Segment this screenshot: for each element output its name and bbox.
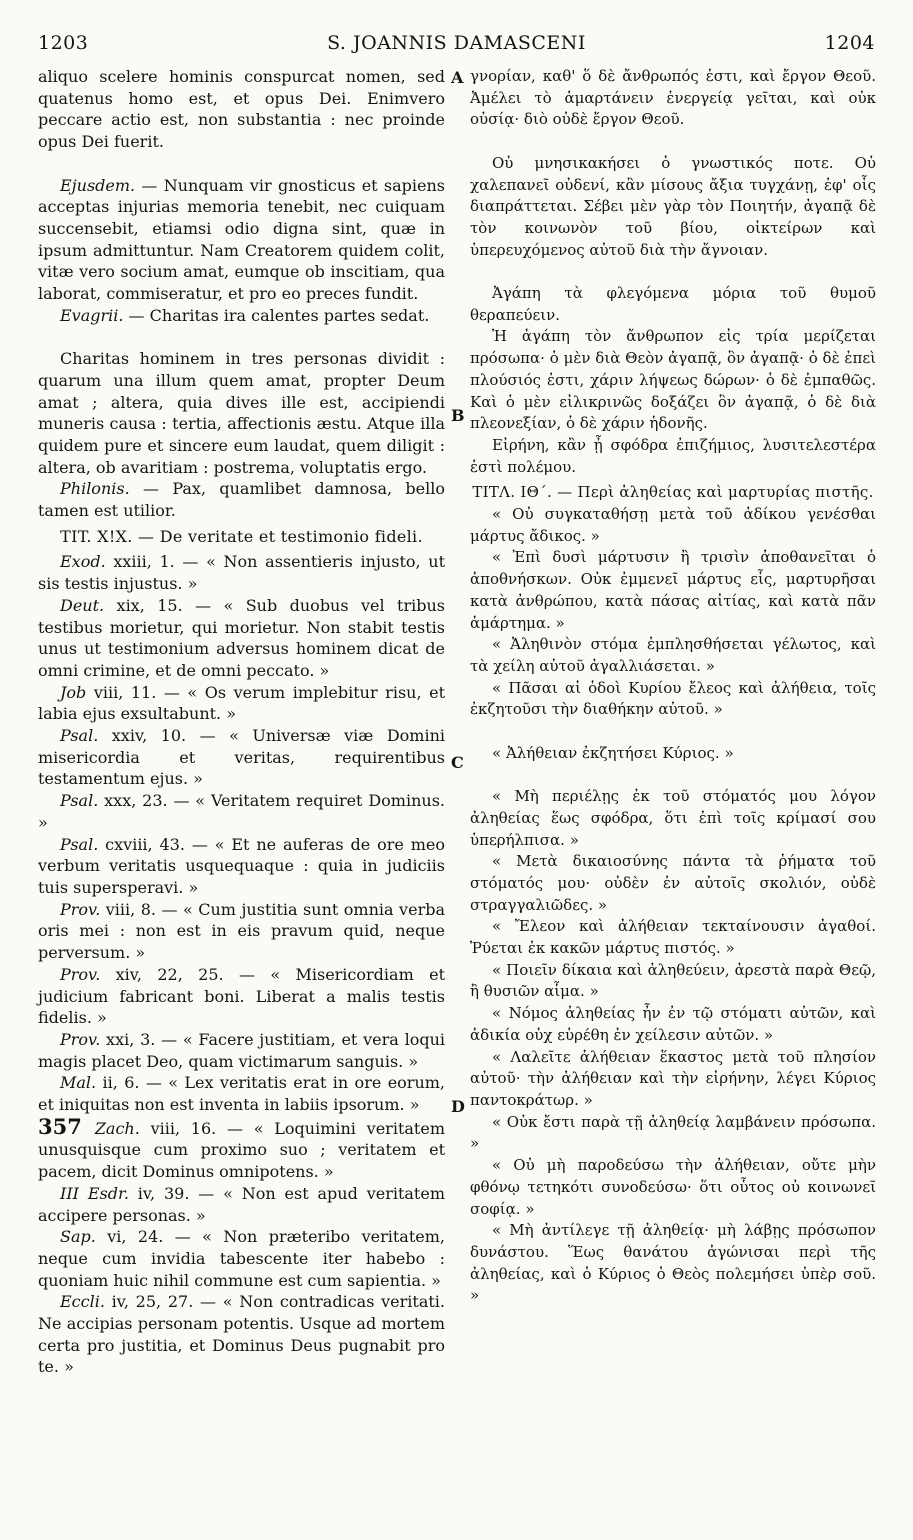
paragraph-text: Charitas hominem in tres personas dividit : quarum una illum quem amat, propter Deum amat ; altera, quia dives ille est, accipiendi muneris causa : tertia, affectionis æstu. Atque illa quidem pure et sincere eum laudat, quem diligit : altera, ob avaritiam : postrema, voluptatis ergo. — [38, 349, 445, 477]
paragraph-text: xxi, 3. — « Facere justitiam, et vera loqui magis placet Deo, quam victimarum sanguis. » — [38, 1029, 445, 1071]
paragraph — [38, 1113, 445, 1183]
paragraph-text: xxiv, 10. — « Universæ viæ Domini misericordia et veritas, requirentibus testamentum ejus. » — [38, 726, 445, 789]
paragraph — [38, 1291, 445, 1378]
paragraph — [38, 725, 445, 790]
greek-column — [470, 66, 876, 1307]
paragraph — [470, 1112, 876, 1155]
paragraph — [470, 743, 876, 765]
paragraph-text: « Ἀλήθειαν ἐκζητήσει Κύριος. » — [492, 743, 734, 762]
paragraph-text: « Λαλεῖτε ἀλήθειαν ἕκαστος μετὰ τοῦ πλησίον αὐτοῦ· τὴν ἀλήθειαν καὶ τὴν εἰρήνην, λέγει Κύριος παντοκράτωρ. » — [470, 1047, 876, 1109]
paragraph — [470, 153, 876, 262]
paragraph — [38, 899, 445, 964]
paragraph-text: ΤΙΤΛ. ΙΘ΄. — Περὶ ἀληθείας καὶ μαρτυρίας πιστῆς. — [472, 483, 874, 502]
source-reference: Mal. — [60, 1073, 97, 1093]
paragraph-text: γνορίαν, καθ' ὅ δὲ ἄνθρωπός ἐστι, καὶ ἔργον Θεοῦ. Ἀμέλει τὸ ἁμαρτάνειν ἐνεργείᾳ γεῖται, καὶ οὐκ οὐσίᾳ· διὸ οὐδὲ ἔργον Θεοῦ. — [470, 67, 876, 129]
paragraph — [470, 1155, 876, 1220]
paragraph-text: — Charitas ira calentes partes sedat. — [123, 305, 430, 325]
paragraph — [470, 916, 876, 959]
paragraph-text: xiv, 22, 25. — « Misericordiam et judicium fabricant boni. Liberat a malis testis fidelis. » — [38, 964, 445, 1028]
paragraph — [38, 175, 445, 305]
paragraph-text: « Νόμος ἀληθείας ἦν ἐν τῷ στόματι αὐτῶν, καὶ ἀδικία οὐχ εὑρέθη ἐν χείλεσιν αὐτῶν. » — [470, 1004, 876, 1044]
paragraph — [38, 1072, 445, 1115]
paragraph-text: Ἡ ἀγάπη τὸν ἄνθρωπον εἰς τρία μερίζεται πρόσωπα· ὁ μὲν διὰ Θεὸν ἀγαπᾷ, ὃν ἀγαπᾷ· ὁ δὲ ἐπεὶ πλούσιός ἐστι, χάριν λήψεως δώρων· ὁ δὲ ἐμπαθῶς. Καὶ ὁ μὲν εἰλικρινῶς δοξάζει ὃν ἀγαπᾷ, ὁ δὲ διὰ πλεονεξίαν, ὁ δὲ χάριν ἡδονῆς. — [470, 327, 876, 433]
paragraph-text: « Ἔλεον καὶ ἀλήθειαν τεκταίνουσιν ἀγαθοί. Ῥύεται ἐκ κακῶν μάρτυς πιστός. » — [470, 917, 876, 958]
paragraph — [470, 1220, 876, 1307]
source-reference: Psal. — [60, 791, 99, 811]
paragraph — [38, 682, 445, 725]
section-title — [38, 526, 445, 548]
page-number-left: 1203 — [38, 32, 89, 54]
paragraph-text: iv, 39. — « Non est apud veritatem accipere personas. » — [38, 1183, 445, 1225]
paragraph-text: « Ἐπὶ δυσὶ μάρτυσιν ἢ τρισὶν ἀποθανεῖται ὁ ἀποθνήσκων. Οὐκ ἐμμενεῖ μάρτυς εἷς, μαρτυρῆσαι κατὰ ἀνθρώπου, κατὰ πάσας αἰτίας, καὶ κατὰ πᾶν ἁμάρτημα. » — [470, 548, 876, 632]
paragraph — [38, 790, 445, 833]
paragraph-text: xix, 15. — « Sub duobus vel tribus testibus morietur, qui morietur. Non stabit testis unus ut testimonium adversus hominem dicat de omni crimine, et de omni peccato. » — [38, 595, 445, 680]
page-header — [0, 32, 913, 60]
paragraph-text: « Μὴ ἀντίλεγε τῇ ἀληθείᾳ· μὴ λάβῃς πρόσωπον δυνάστου. Ἕως θανάτου ἀγώνισαι περὶ τῆς ἀληθείας, καὶ ὁ Κύριος ὁ Θεὸς πολεμήσει ὑπὲρ σοῦ. » — [470, 1221, 876, 1305]
source-reference: Prov. — [60, 964, 101, 984]
paragraph-text: — Nunquam vir gnosticus et sapiens acceptas injurias memoria tenebit, nec cuiquam succensebit, etiamsi odio digna sint, quæ in ipsum admittuntur. Nam Creatorem quidem colit, vitæ vero socium amat, eumque ob inscitiam, qua laborat, commiseratur, et pro eo preces fundit. — [38, 175, 445, 304]
source-reference: Exod. — [60, 552, 106, 572]
paragraph-text: « Μετὰ δικαιοσύνης πάντα τὰ ῥήματα τοῦ στόματός μου· οὐδὲν ἐν αὐτοῖς σκολιόν, οὐδὲ στραγγαλιῶδες. » — [470, 852, 876, 914]
paragraph — [470, 786, 876, 851]
paragraph — [470, 283, 876, 326]
paragraph-text: « Πᾶσαι αἱ ὁδοὶ Κυρίου ἔλεος καὶ ἀλήθεια, τοῖς ἐκζητοῦσι τὴν διαθήκην αὐτοῦ. » — [470, 678, 876, 719]
source-reference: Evagrii. — [60, 305, 124, 325]
paragraph — [470, 678, 876, 721]
source-reference: Deut. — [60, 595, 105, 615]
paragraph — [38, 348, 445, 478]
paragraph — [38, 964, 445, 1029]
paragraph — [470, 1047, 876, 1112]
paragraph — [38, 595, 445, 682]
paragraph-text: « Ποιεῖν δίκαια καὶ ἀληθεύειν, ἀρεστὰ παρὰ Θεῷ, ἢ θυσιῶν αἷμα. » — [470, 960, 876, 1001]
paragraph — [38, 66, 445, 153]
paragraph — [470, 504, 876, 547]
latin-column — [38, 66, 445, 1378]
source-reference: Psal. — [60, 726, 99, 746]
source-reference: Prov. — [60, 1029, 101, 1049]
source-reference: Philonis. — [60, 479, 130, 499]
paragraph-text: xxx, 23. — « Veritatem requiret Dominus. » — [38, 791, 445, 832]
paragraph — [38, 1183, 445, 1226]
running-title: S. JOANNIS DAMASCENI — [327, 32, 586, 54]
paragraph — [470, 66, 876, 131]
paragraph — [470, 851, 876, 916]
paragraph — [38, 305, 445, 327]
paragraph-text: « Μὴ περιέλῃς ἐκ τοῦ στόματός μου λόγον ἀληθείας ἕως σφόδρα, ὅτι ἐπὶ τοῖς κρίμασί σου ὑπερήλπισα. » — [470, 787, 876, 849]
paragraph-text: « Οὐ συγκαταθήσῃ μετὰ τοῦ ἀδίκου γενέσθαι μάρτυς ἄδικος. » — [470, 505, 876, 545]
paragraph-text: — Pax, quamlibet damnosa, bello tamen est utilior. — [38, 479, 445, 521]
paragraph-text: vi, 24. — « Non præteribo veritatem, neque cum invidia tabescente iter habebo : quoniam huic nihil commune est cum sapientia. » — [38, 1227, 445, 1290]
source-reference: Ejusdem. — [60, 175, 136, 195]
paragraph-text: TIT. X!X. — De veritate et testimonio fideli. — [60, 526, 423, 546]
source-reference: III Esdr. — [60, 1183, 129, 1203]
paragraph-text: xxiii, 1. — « Non assentieris injusto, ut sis testis injustus. » — [38, 552, 445, 594]
paragraph-text: Εἰρήνη, κἂν ᾖ σφόδρα ἐπιζήμιος, λυσιτελεστέρα ἐστὶ πολέμου. — [470, 435, 876, 476]
paragraph-text: Ἀγάπη τὰ φλεγόμενα μόρια τοῦ θυμοῦ θεραπεύειν. — [470, 284, 876, 324]
source-reference: Job — [60, 682, 87, 702]
paragraph-text: viii, 8. — « Cum justitia sunt omnia verba oris mei : non est in eis pravum quid, neque perversum. » — [38, 899, 445, 963]
source-reference: Prov. — [60, 899, 101, 919]
paragraph-text: aliquo scelere hominis conspurcat nomen, sed quatenus homo est, et opus Dei. Enimvero peccare actio est, non substantia : nec proinde opus Dei fuerit. — [38, 67, 445, 152]
source-reference: Sap. — [60, 1227, 96, 1247]
paragraph — [38, 1029, 445, 1072]
paragraph — [470, 326, 876, 435]
page-number-right: 1204 — [824, 32, 875, 54]
paragraph-text: viii, 11. — « Os verum implebitur risu, et labia ejus exsultabunt. » — [38, 682, 445, 724]
margin-letter-d: D — [451, 1097, 465, 1116]
paragraph — [470, 1003, 876, 1046]
paragraph — [38, 834, 445, 899]
paragraph — [38, 1226, 445, 1291]
source-reference: Zach. — [94, 1118, 140, 1138]
paragraph-text: « Ἀληθινὸν στόμα ἐμπλησθήσεται γέλωτος, καὶ τὰ χείλη αὐτοῦ ἀγαλλιάσεται. » — [470, 635, 876, 675]
paragraph — [470, 547, 876, 634]
paragraph — [470, 960, 876, 1003]
paragraph-text: Οὐ μνησικακήσει ὁ γνωστικός ποτε. Οὐ χαλεπανεῖ οὐδενί, κἂν μίσους ἄξια τυγχάνῃ, ἐφ' οἷς διαπράττεται. Σέβει μὲν γὰρ τὸν Ποιητήν, ἀγαπᾷ δὲ τὸν κοινωνὸν τοῦ βίου, οἰκτείρων καὶ ὑπερευχόμενος αὐτοῦ διὰ τὴν ἄγνοιαν. — [470, 153, 876, 259]
source-reference: Psal. — [60, 834, 99, 854]
paragraph-text: « Οὐκ ἔστι παρὰ τῇ ἀληθείᾳ λαμβάνειν πρόσωπα. » — [470, 1112, 876, 1153]
margin-letter-a: A — [451, 68, 464, 87]
column-number: 357 — [38, 1113, 95, 1139]
paragraph-text: iv, 25, 27. — « Non contradicas veritati. Ne accipias personam potentis. Usque ad mortem certa pro justitia, et Dominus Deus pugnabit pro te. » — [38, 1292, 445, 1377]
source-reference: Eccli. — [60, 1292, 105, 1312]
margin-letter-c: C — [451, 753, 464, 772]
paragraph-text: « Οὐ μὴ παροδεύσω τὴν ἀλήθειαν, οὔτε μὴν φθόνῳ τετηκότι συνοδεύσω· ὅτι οὗτος οὐ κοινωνεῖ σοφίᾳ. » — [470, 1156, 876, 1218]
paragraph-text: cxviii, 43. — « Et ne auferas de ore meo verbum veritatis usquequaque : quia in judiciis tuis supersperavi. » — [38, 834, 445, 897]
section-title — [470, 482, 876, 504]
paragraph — [470, 435, 876, 478]
paragraph-text: viii, 16. — « Loquimini veritatem unusquisque cum proximo suo ; veritatem et pacem, dicit Dominus omnipotens. » — [38, 1118, 445, 1182]
margin-letter-b: B — [451, 406, 465, 425]
paragraph — [38, 478, 445, 521]
paragraph — [470, 634, 876, 677]
paragraph — [38, 551, 445, 594]
paragraph-text: ii, 6. — « Lex veritatis erat in ore eorum, et iniquitas non est inventa in labiis ipsorum. » — [38, 1073, 445, 1115]
